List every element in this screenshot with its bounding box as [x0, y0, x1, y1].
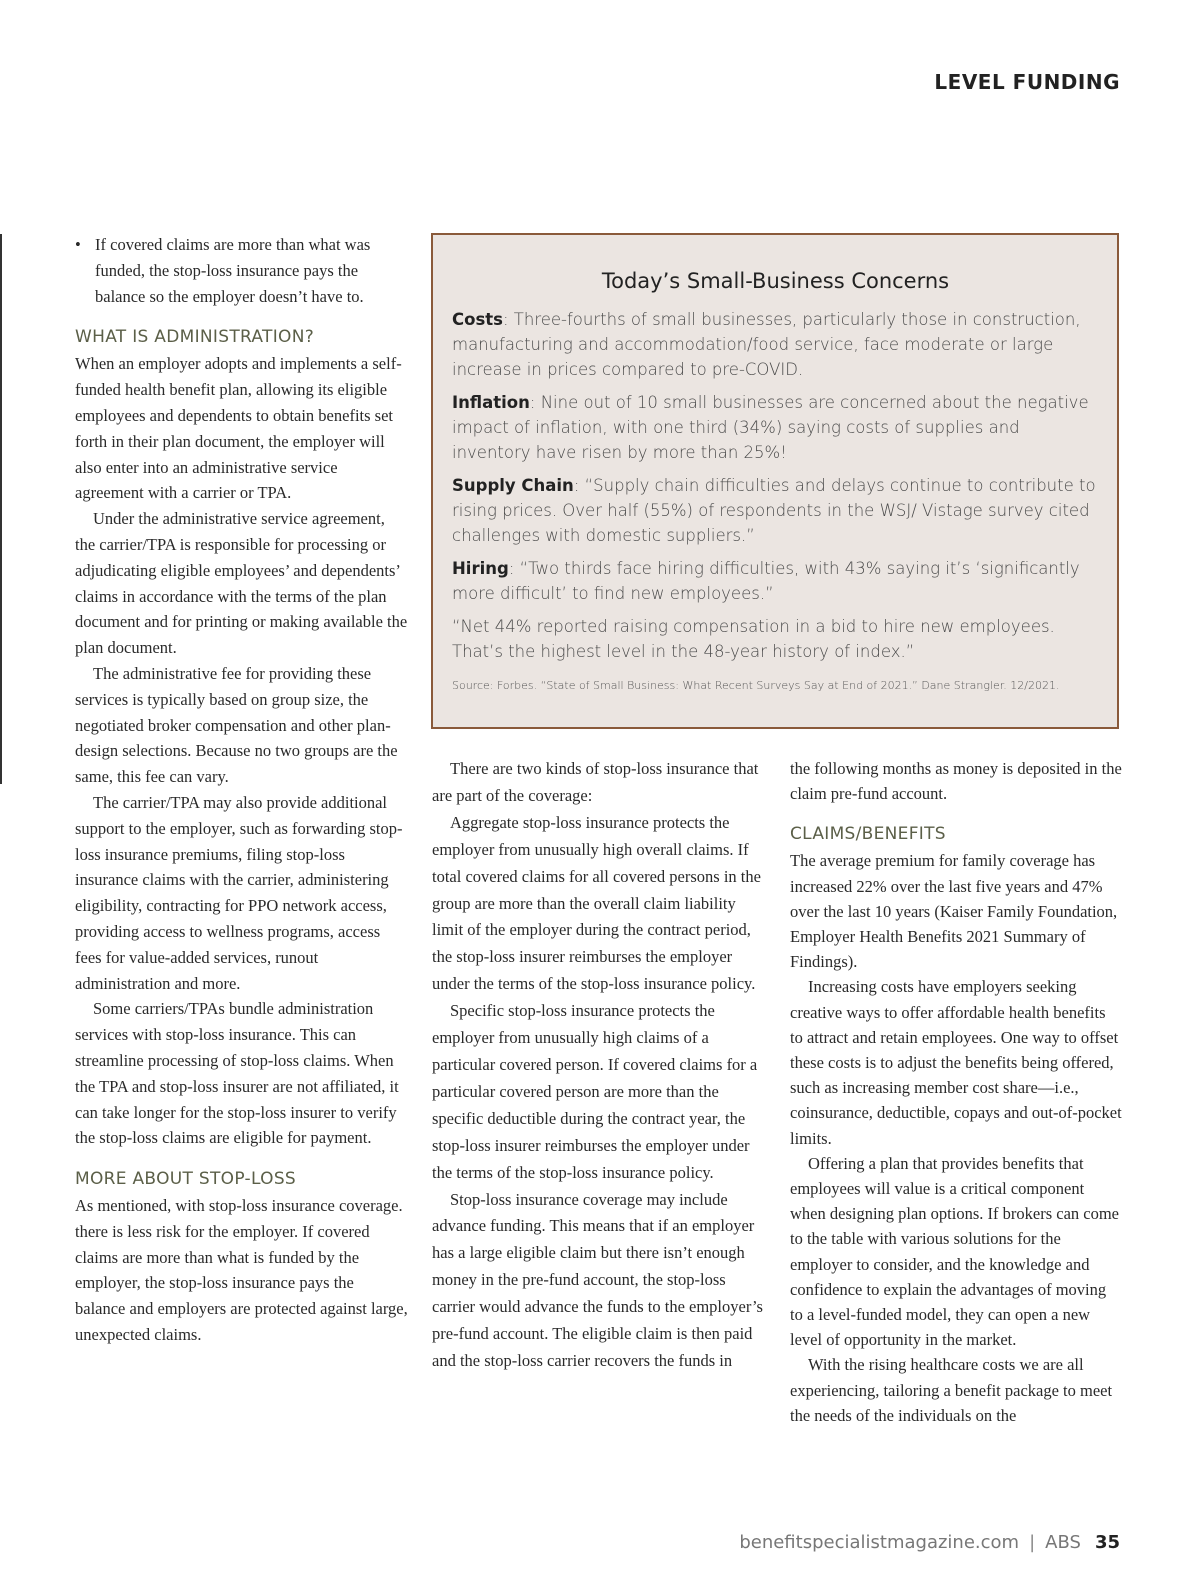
concern-text: : “Supply chain difficulties and delays continue to contribute to rising prices. Over half (55%) of respondents in the WSJ/ Vistage survey cited challenges with domestic suppliers.”	[452, 476, 1096, 545]
box-quote: “Net 44% reported raising compensation in a bid to hire new employees. That’s the highest level in the 48-year history of index.”	[452, 617, 1055, 661]
paragraph: The administrative fee for providing these services is typically based on group size, the negotiated broker compensation and other plan-design selections. Because no two groups are the same, this fee can vary.	[75, 663, 398, 787]
bullet-icon: •	[75, 235, 81, 254]
concern-supply-chain	[452, 473, 1099, 548]
footer-site: benefitspecialistmagazine.com	[739, 1532, 1020, 1553]
heading-administration: WHAT IS ADMINISTRATION?	[75, 327, 315, 348]
concern-text: : Nine out of 10 small businesses are concerned about the negative impact of inflation, with one third (34%) saying costs of supplies and inventory have risen by more than 25%!	[452, 393, 1089, 462]
sidebar-box	[431, 233, 1119, 729]
box-source: Source: Forbes. “State of Small Business: What Recent Surveys Say at End of 2021.” Dane Strangler. 12/2021.	[452, 679, 1060, 692]
footer-publication: ABS	[1045, 1532, 1081, 1553]
concern-hiring	[452, 556, 1099, 606]
concern-label: Inflation	[452, 393, 530, 412]
column-right	[790, 756, 1122, 1428]
column-left	[75, 232, 408, 1348]
paragraph: The carrier/TPA may also provide additional support to the employer, such as forwarding stop-loss insurance premiums, filing stop-loss insurance claims with the carrier, administering eligibility, contracting for PPO network access, providing access to wellness programs, access fees for value-added services, runout administration and more.	[75, 792, 403, 993]
margin-rule	[0, 234, 2, 784]
paragraph: The average premium for family coverage has increased 22% over the last five years and 47% over the last 10 years (Kaiser Family Foundation, Employer Health Benefits 2021 Summary of Findings).	[790, 851, 1118, 972]
section-title: LEVEL FUNDING	[934, 70, 1120, 94]
paragraph: There are two kinds of stop-loss insurance that are part of the coverage:	[432, 759, 759, 805]
page-footer	[739, 1532, 1120, 1553]
footer-separator: |	[1029, 1532, 1036, 1553]
concern-costs	[452, 307, 1099, 382]
concern-inflation	[452, 390, 1099, 465]
column-middle	[432, 756, 767, 1375]
concern-text: : Three-fourths of small businesses, particularly those in construction, manufacturing and accommodation/food service, face moderate or large increase in prices compared to pre-COVID.	[452, 310, 1081, 379]
concern-label: Supply Chain	[452, 476, 574, 495]
heading-stop-loss: MORE ABOUT STOP-LOSS	[75, 1169, 297, 1190]
box-title: Today’s Small-Business Concerns	[601, 269, 950, 293]
paragraph: Offering a plan that provides benefits that employees will value is a critical component when designing plan options. If brokers can come to the table with various solutions for the employer to consider, and the knowledge and confidence to explain the advantages of moving to a level-funded model, they can open a new level of opportunity in the market.	[790, 1153, 1120, 1350]
paragraph: With the rising healthcare costs we are all experiencing, tailoring a benefit package to meet the needs of the individuals on the	[790, 1355, 1113, 1425]
heading-claims-benefits: CLAIMS/BENEFITS	[790, 824, 946, 845]
bullet-text: If covered claims are more than what was funded, the stop-loss insurance pays the balance so the employer doesn’t have to.	[95, 235, 371, 306]
paragraph: As mentioned, with stop-loss insurance coverage. there is less risk for the employer. If covered claims are more than what is funded by the employer, the stop-loss insurance pays the balance and employers are protected against large, unexpected claims.	[75, 1196, 408, 1345]
concern-text: : “Two thirds face hiring difficulties, with 43% saying it’s ‘significantly more difficult’ to find new employees.”	[452, 559, 1080, 603]
paragraph: Increasing costs have employers seeking creative ways to offer affordable health benefits to attract and retain employees. One way to offset these costs is to adjust the benefits being offered, such as increasing member cost share—i.e., coinsurance, deductible, copays and out-of-pocket limits.	[790, 977, 1122, 1148]
paragraph: Stop-loss insurance coverage may include advance funding. This means that if an employer has a large eligible claim but there isn’t enough money in the pre-fund account, the stop-loss carrier would advance the funds to the employer’s pre-fund account. The eligible claim is then paid and the stop-loss carrier recovers the funds in	[432, 1189, 763, 1370]
paragraph: Aggregate stop-loss insurance protects the employer from unusually high overall claims. If total covered claims for all covered persons in the group are more than the overall claim liability limit of the employer during the contract period, the stop-loss insurer reimburses the employer under the terms of the stop-loss insurance policy.	[432, 812, 761, 994]
paragraph: Under the administrative service agreement, the carrier/TPA is responsible for processing or adjudicating eligible employees’ and dependents’ claims in accordance with the terms of the plan document and for printing or making available the plan document.	[75, 509, 408, 658]
paragraph: When an employer adopts and implements a self-funded health benefit plan, allowing its eligible employees and dependents to obtain benefits set forth in their plan document, the employer will also enter into an administrative service agreement with a carrier or TPA.	[75, 354, 402, 503]
paragraph: the following months as money is deposited in the claim pre-fund account.	[790, 759, 1122, 804]
concern-label: Hiring	[452, 559, 509, 578]
concern-label: Costs	[452, 310, 503, 329]
paragraph: Some carriers/TPAs bundle administration services with stop-loss insurance. This can streamline processing of stop-loss claims. When the TPA and stop-loss insurer are not affiliated, it can take longer for the stop-loss insurer to verify the stop-loss claims are eligible for payment.	[75, 999, 399, 1148]
bullet-item	[75, 232, 408, 309]
paragraph: Specific stop-loss insurance protects the employer from unusually high claims of a particular covered person. If covered claims for a particular covered person are more than the specific deductible during the contract year, the stop-loss insurer reimburses the employer under the terms of the stop-loss insurance policy.	[432, 1001, 758, 1182]
page-number: 35	[1094, 1532, 1120, 1553]
